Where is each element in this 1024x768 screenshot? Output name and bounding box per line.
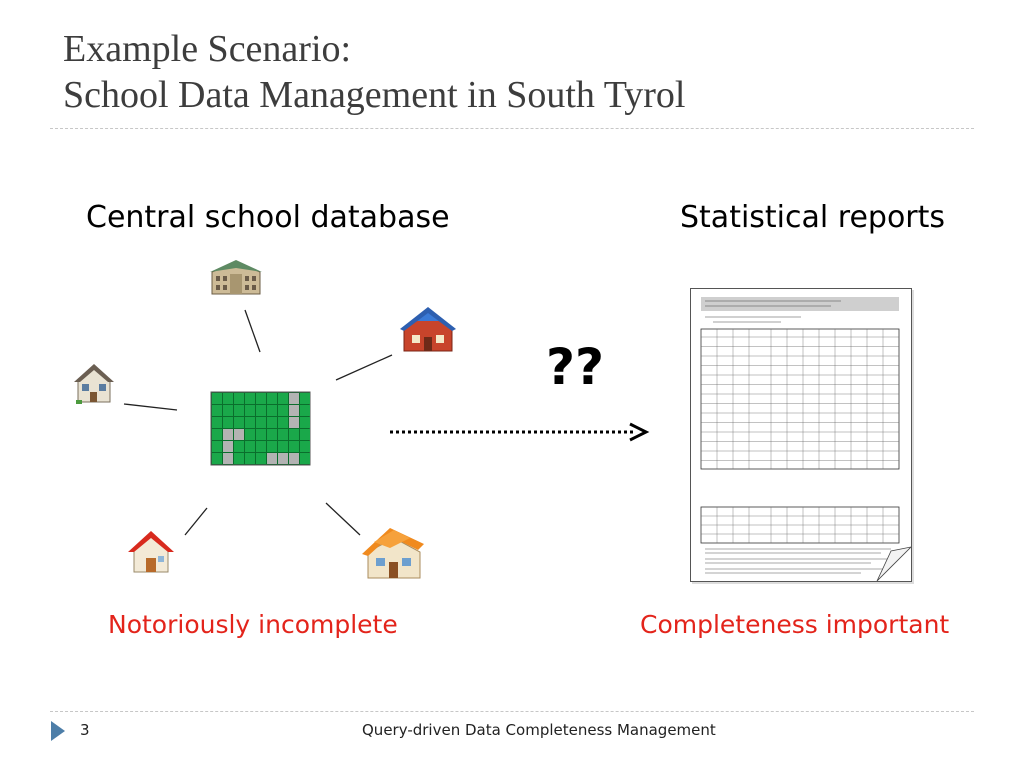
grid-cell [223, 429, 233, 440]
grid-cell [223, 405, 233, 416]
grid-cell [212, 393, 222, 404]
grid-cell [212, 417, 222, 428]
house-icon [72, 362, 116, 406]
connector-line [336, 355, 392, 380]
grid-cell [300, 441, 310, 452]
grid-cell [256, 417, 266, 428]
dotted-arrow-icon [388, 420, 658, 444]
grid-cell [300, 393, 310, 404]
grid-cell [300, 417, 310, 428]
grid-cell [289, 417, 299, 428]
grid-cell [289, 393, 299, 404]
grid-cell [267, 441, 277, 452]
title-line-1: Example Scenario: [63, 28, 352, 70]
footer-triangle-icon [50, 720, 66, 742]
grid-cell [278, 429, 288, 440]
right-heading: Statistical reports [680, 200, 946, 235]
grid-cell [267, 453, 277, 464]
grid-cell [278, 405, 288, 416]
grid-cell [245, 405, 255, 416]
grid-cell [245, 429, 255, 440]
connector-line [124, 404, 177, 410]
mansion-icon [208, 258, 264, 298]
grid-cell [223, 441, 233, 452]
grid-cell [278, 441, 288, 452]
connector-line [245, 310, 260, 352]
grid-cell [300, 429, 310, 440]
grid-cell [289, 429, 299, 440]
grid-cell [256, 405, 266, 416]
grid-cell [234, 405, 244, 416]
grid-cell [234, 453, 244, 464]
grid-cell [234, 393, 244, 404]
grid-cell [212, 429, 222, 440]
grid-cell [267, 405, 277, 416]
grid-cell [256, 453, 266, 464]
grid-cell [256, 393, 266, 404]
left-caption: Notoriously incomplete [108, 610, 398, 639]
connector-line [326, 503, 360, 535]
grid-cell [223, 393, 233, 404]
grid-cell [212, 453, 222, 464]
grid-cell [223, 453, 233, 464]
grid-cell [289, 441, 299, 452]
grid-cell [289, 453, 299, 464]
grid-cell [278, 393, 288, 404]
right-caption: Completeness important [640, 610, 950, 639]
question-marks: ?? [546, 338, 605, 396]
grid-cell [234, 441, 244, 452]
blue-roof-house-icon [398, 305, 458, 355]
connector-line [185, 508, 207, 535]
grid-cell [300, 405, 310, 416]
footer-title: Query-driven Data Completeness Management [362, 721, 716, 739]
grid-cell [212, 405, 222, 416]
title-line-2: School Data Management in South Tyrol [63, 74, 686, 116]
grid-cell [289, 405, 299, 416]
grid-cell [234, 429, 244, 440]
grid-cell [256, 429, 266, 440]
grid-cell [267, 393, 277, 404]
report-form [691, 289, 911, 581]
grid-cell [278, 453, 288, 464]
grid-cell [245, 393, 255, 404]
grid-cell [278, 417, 288, 428]
grid-cell [234, 417, 244, 428]
grid-cell [212, 441, 222, 452]
grid-cell [223, 417, 233, 428]
grid-cell [245, 453, 255, 464]
left-heading: Central school database [86, 200, 450, 235]
grid-cell [267, 429, 277, 440]
grid-cell [245, 417, 255, 428]
grid-cell [245, 441, 255, 452]
database-grid-icon [211, 392, 311, 466]
grid-cell [300, 453, 310, 464]
footer-divider [50, 711, 974, 712]
page-number: 3 [80, 721, 90, 739]
grid-cell [256, 441, 266, 452]
red-roof-house-icon [126, 528, 176, 576]
grid-cell [267, 417, 277, 428]
orange-roof-house-icon [360, 522, 426, 582]
report-document-icon [690, 288, 912, 582]
